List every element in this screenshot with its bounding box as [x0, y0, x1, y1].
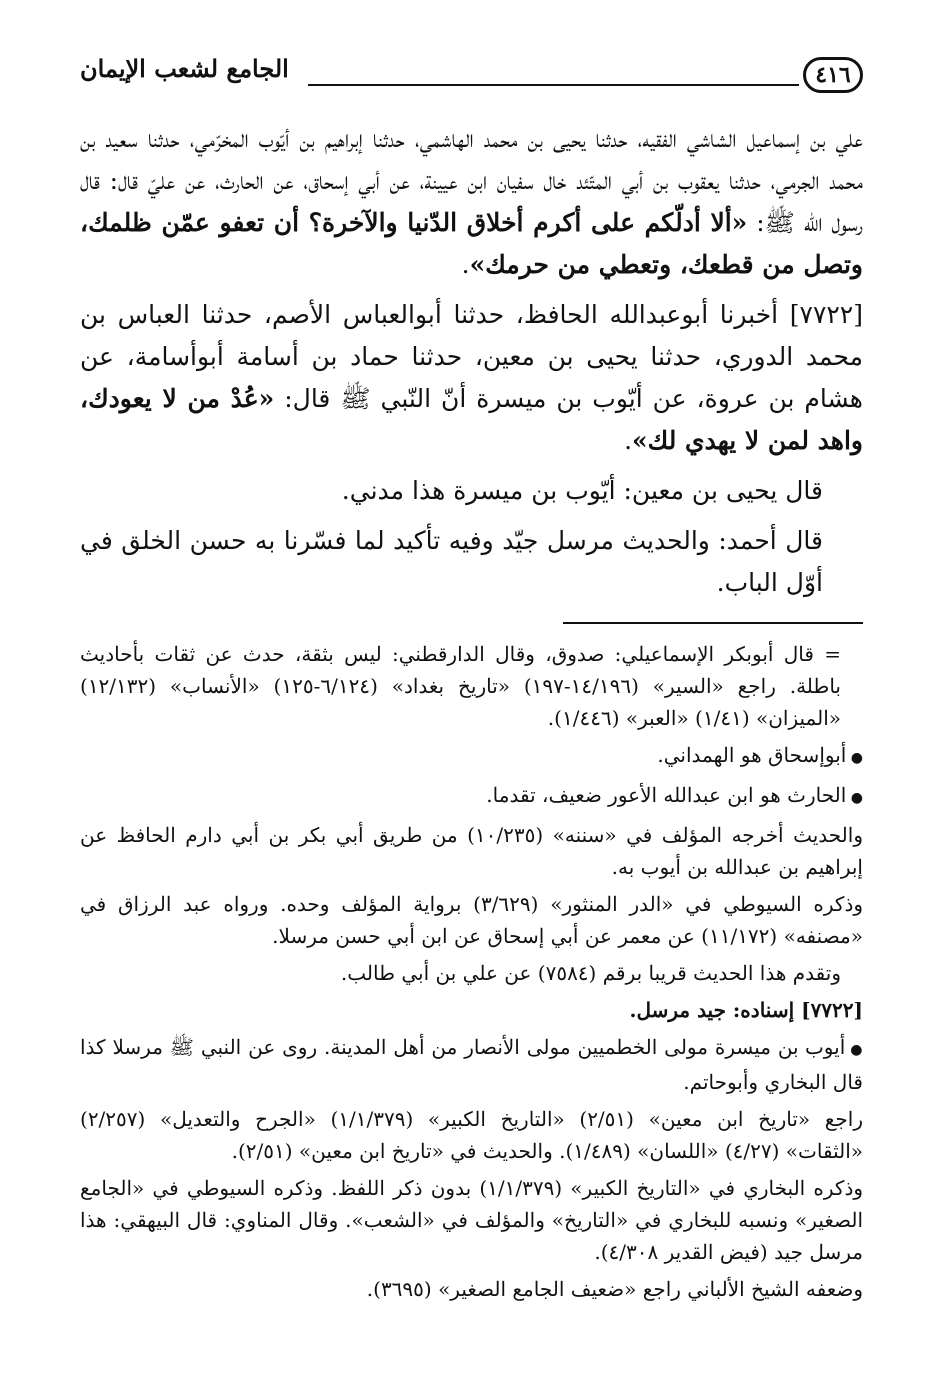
hadith-quote: «عُدْ من لا يعودك، واهد لمن لا يهدي لك»: [80, 384, 863, 455]
footnote: وذكره السيوطي في «الدر المنثور» (٣/٦٢٩) برواية المؤلف وحده. ورواه عبد الرزاق في «مصنفه» (١١/١٧٢) عن معمر عن أبي إسحاق عن ابن أبي حسن مرسلا.: [80, 892, 864, 948]
footnote-text: الحارث هو ابن عبدالله الأعور ضعيف، تقدما.: [486, 783, 847, 807]
main-paragraph: قال أحمد: والحديث مرسل جيّد وفيه تأكيد لما فسّرنا به حسن الخلق في أوّل الباب.: [80, 526, 823, 597]
footnote-bullet: [80, 1031, 863, 1098]
hadith-quote: «ألا أدلّكم على أكرم أخلاق الدّنيا والآخرة؟ أن تعفو عمّن ظلمك، وتصل من قطعك، وتعطي من حرمك»: [80, 208, 863, 279]
page-header: [80, 40, 863, 110]
main-paragraph: [80, 294, 863, 462]
footnote-text: أيوب بن ميسرة مولى الخطميين مولى الأنصار من أهل المدينة. روى عن النبي ﷺ مرسلا كذا قال البخاري وأبوحاتم.: [80, 1035, 863, 1094]
footnotes: [80, 638, 863, 1305]
main-paragraph: قال يحيى بن معين: أيّوب بن ميسرة هذا مدني.: [341, 476, 823, 505]
footnote-text: أبوإسحاق هو الهمداني.: [657, 743, 847, 767]
page-number-badge: [803, 57, 863, 93]
footnote-bullet: [80, 779, 863, 814]
footnote: وتقدم هذا الحديث قريبا برقم (٧٥٨٤) عن علي بن أبي طالب.: [340, 961, 841, 985]
running-title: الجامع لشعب الإيمان: [80, 54, 289, 83]
footnote: وضعفه الشيخ الألباني راجع «ضعيف الجامع الصغير» (٣٦٩٥).: [366, 1277, 863, 1301]
footnote: = قال أبوبكر الإسماعيلي: صدوق، وقال الدارقطني: ليس بثقة، حدث عن ثقات بأحاديث باطلة. راجع «السير» (١٤/١٩٦-١٩٧) «تاريخ بغداد» (٦/١٢٤-١٢٥) «الأنساب» (١٢/١٣٢) «الميزان» (١/٤١) «العبر» (١/٤٤٦).: [80, 642, 841, 730]
paragraph-end: .: [624, 426, 633, 455]
paragraph-text: [٧٧٢٢] أخبرنا أبوعبدالله الحافظ، حدثنا أبوالعباس الأصم، حدثنا العباس بن محمد الدوري، حدثنا يحيى بن معين، حدثنا حماد بن أسامة أبوأسامة، عن هشام بن عروة، عن أيّوب بن ميسرة أنّ النّبي ﷺ قال:: [80, 300, 863, 413]
paragraph-text: علي بن إسماعيل الشاشي الفقيه، حدثنا يحيى بن محمد الهاشمي، حدثنا إبراهيم بن أيّوب المخرّمي، حدثنا سعيد بن محمد الجرمي، حدثنا يعقوب بن أبي المتّئد خال سفيان ابن عيينة، عن أبي إسحاق، عن الحارث، عن عليّ قال: قال رسول الله ﷺ:: [80, 124, 863, 237]
header-rule: [308, 84, 799, 86]
page-number: ٤١٦: [815, 62, 851, 88]
footnote: والحديث أخرجه المؤلف في «سننه» (١٠/٢٣٥) من طريق أبي بكر بن أبي دارم الحافظ عن إبراهيم بن عبدالله بن أيوب به.: [80, 823, 863, 879]
footnote: راجع «تاريخ ابن معين» (٢/٥١) «التاريخ الكبير» (١/١/٣٧٩) «الجرح والتعديل» (٢/٢٥٧) «الثقات» (٤/٢٧) «اللسان» (١/٤٨٩). والحديث في «تاريخ ابن معين» (٢/٥١).: [80, 1107, 863, 1163]
footnote-bullet: [80, 739, 863, 774]
main-paragraph: [80, 118, 863, 286]
paragraph-end: .: [461, 250, 470, 279]
footnote-heading: [٧٧٢٢] إسناده: جيد مرسل.: [629, 998, 863, 1022]
main-text: [80, 118, 863, 604]
footnote-divider: [563, 622, 863, 624]
footnote: وذكره البخاري في «التاريخ الكبير» (١/١/٣٧٩) بدون ذكر اللفظ. وذكره السيوطي في «الجامع الصغير» ونسبه للبخاري في «التاريخ» والمؤلف في «الشعب». وقال المناوي: قال البيهقي: هذا مرسل جيد (فيض القدير ٤/٣٠٨).: [80, 1176, 864, 1264]
